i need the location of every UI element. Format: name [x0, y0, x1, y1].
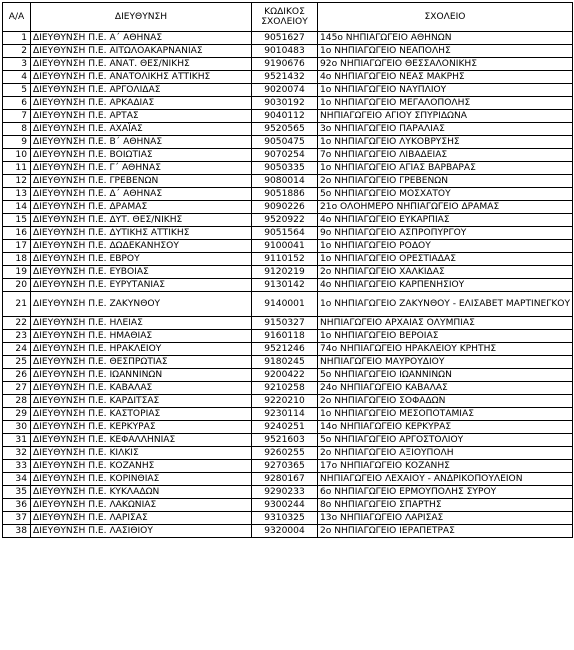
table-row — [3, 421, 573, 434]
row-number: 25 — [3, 356, 31, 369]
school-code-cell: 9200422 — [252, 369, 318, 382]
table-row — [3, 292, 573, 317]
table-row — [3, 188, 573, 201]
school-code-cell: 9220210 — [252, 395, 318, 408]
table-row — [3, 499, 573, 512]
directorate-cell: ΔΙΕΥΘΥΝΣΗ Π.Ε. ΒΟΙΩΤΙΑΣ — [31, 149, 252, 162]
row-number: 21 — [3, 292, 31, 317]
row-number: 26 — [3, 369, 31, 382]
school-code-cell: 9050335 — [252, 162, 318, 175]
row-number: 8 — [3, 123, 31, 136]
row-number: 5 — [3, 84, 31, 97]
table-row — [3, 434, 573, 447]
school-code-cell: 9050475 — [252, 136, 318, 149]
directorate-cell: ΔΙΕΥΘΥΝΣΗ Π.Ε. ΗΛΕΙΑΣ — [31, 317, 252, 330]
table-header — [3, 3, 573, 32]
school-code-cell: 9290233 — [252, 486, 318, 499]
school-code-cell: 9280167 — [252, 473, 318, 486]
row-number: 37 — [3, 512, 31, 525]
school-name-cell: 4ο ΝΗΠΙΑΓΩΓΕΙΟ ΚΑΡΠΕΝΗΣΙΟΥ — [318, 279, 573, 292]
table-row — [3, 408, 573, 421]
table-row — [3, 123, 573, 136]
school-code-cell: 9051627 — [252, 32, 318, 45]
table-row — [3, 162, 573, 175]
row-number: 38 — [3, 525, 31, 538]
directorate-cell: ΔΙΕΥΘΥΝΣΗ Π.Ε. ΛΑΣΙΘΙΟΥ — [31, 525, 252, 538]
header-aa: Α/Α — [3, 3, 31, 32]
school-code-cell: 9521246 — [252, 343, 318, 356]
header-row — [3, 3, 573, 32]
school-name-cell: 2ο ΝΗΠΙΑΓΩΓΕΙΟ ΧΑΛΚΙΔΑΣ — [318, 266, 573, 279]
row-number: 3 — [3, 58, 31, 71]
school-name-cell: 1ο ΝΗΠΙΑΓΩΓΕΙΟ ΝΑΥΠΛΙΟΥ — [318, 84, 573, 97]
school-name-cell: ΝΗΠΙΑΓΩΓΕΙΟ ΑΓΙΟΥ ΣΠΥΡΙΔΩΝΑ — [318, 110, 573, 123]
directorate-cell: ΔΙΕΥΘΥΝΣΗ Π.Ε. ΖΑΚΥΝΘΟΥ — [31, 292, 252, 317]
directorate-cell: ΔΙΕΥΘΥΝΣΗ Π.Ε. Γ΄ ΑΘΗΝΑΣ — [31, 162, 252, 175]
school-name-cell: 1ο ΝΗΠΙΑΓΩΓΕΙΟ ΛΥΚΟΒΡΥΣΗΣ — [318, 136, 573, 149]
table-row — [3, 460, 573, 473]
table-row — [3, 369, 573, 382]
school-name-cell: 17ο ΝΗΠΙΑΓΩΓΕΙΟ ΚΟΖΑΝΗΣ — [318, 460, 573, 473]
directorate-cell: ΔΙΕΥΘΥΝΣΗ Π.Ε. ΑΝΑΤ. ΘΕΣ/ΝΙΚΗΣ — [31, 58, 252, 71]
table-row — [3, 279, 573, 292]
school-code-cell: 9310325 — [252, 512, 318, 525]
school-code-cell: 9040112 — [252, 110, 318, 123]
directorate-cell: ΔΙΕΥΘΥΝΣΗ Π.Ε. ΑΡΚΑΔΙΑΣ — [31, 97, 252, 110]
school-name-cell: 5ο ΝΗΠΙΑΓΩΓΕΙΟ ΙΩΑΝΝΙΝΩΝ — [318, 369, 573, 382]
school-code-cell: 9300244 — [252, 499, 318, 512]
row-number: 22 — [3, 317, 31, 330]
row-number: 6 — [3, 97, 31, 110]
school-name-cell: 74ο ΝΗΠΙΑΓΩΓΕΙΟ ΗΡΑΚΛΕΙΟΥ ΚΡΗΤΗΣ — [318, 343, 573, 356]
table-row — [3, 343, 573, 356]
school-name-cell: 1ο ΝΗΠΙΑΓΩΓΕΙΟ ΡΟΔΟΥ — [318, 240, 573, 253]
school-name-cell: 1ο ΝΗΠΙΑΓΩΓΕΙΟ ΝΕΑΠΟΛΗΣ — [318, 45, 573, 58]
directorate-cell: ΔΙΕΥΘΥΝΣΗ Π.Ε. ΗΡΑΚΛΕΙΟΥ — [31, 343, 252, 356]
table-row — [3, 356, 573, 369]
row-number: 13 — [3, 188, 31, 201]
school-name-cell: 3ο ΝΗΠΙΑΓΩΓΕΙΟ ΠΑΡΑΛΙΑΣ — [318, 123, 573, 136]
directorate-cell: ΔΙΕΥΘΥΝΣΗ Π.Ε. ΑΡΤΑΣ — [31, 110, 252, 123]
directorate-cell: ΔΙΕΥΘΥΝΣΗ Π.Ε. ΑΝΑΤΟΛΙΚΗΣ ΑΤΤΙΚΗΣ — [31, 71, 252, 84]
school-name-cell: 5ο ΝΗΠΙΑΓΩΓΕΙΟ ΜΟΣΧΑΤΟΥ — [318, 188, 573, 201]
school-code-cell: 9130142 — [252, 279, 318, 292]
school-name-cell: 1ο ΝΗΠΙΑΓΩΓΕΙΟ ΟΡΕΣΤΙΑΔΑΣ — [318, 253, 573, 266]
school-name-cell: 2ο ΝΗΠΙΑΓΩΓΕΙΟ ΓΡΕΒΕΝΩΝ — [318, 175, 573, 188]
table-row — [3, 266, 573, 279]
school-name-cell: 92ο ΝΗΠΙΑΓΩΓΕΙΟ ΘΕΣΣΑΛΟΝΙΚΗΣ — [318, 58, 573, 71]
table-row — [3, 45, 573, 58]
row-number: 9 — [3, 136, 31, 149]
table-row — [3, 110, 573, 123]
school-code-cell: 9120219 — [252, 266, 318, 279]
table-row — [3, 71, 573, 84]
row-number: 14 — [3, 201, 31, 214]
table-row — [3, 32, 573, 45]
directorate-cell: ΔΙΕΥΘΥΝΣΗ Π.Ε. ΚΑΡΔΙΤΣΑΣ — [31, 395, 252, 408]
table-row — [3, 447, 573, 460]
school-code-cell: 9110152 — [252, 253, 318, 266]
school-name-cell: 5ο ΝΗΠΙΑΓΩΓΕΙΟ ΑΡΓΟΣΤΟΛΙΟΥ — [318, 434, 573, 447]
school-name-cell: 4ο ΝΗΠΙΑΓΩΓΕΙΟ ΕΥΚΑΡΠΙΑΣ — [318, 214, 573, 227]
school-code-cell: 9010483 — [252, 45, 318, 58]
school-code-cell: 9140001 — [252, 292, 318, 317]
table-row — [3, 214, 573, 227]
school-code-cell: 9520565 — [252, 123, 318, 136]
directorate-cell: ΔΙΕΥΘΥΝΣΗ Π.Ε. ΕΥΒΟΙΑΣ — [31, 266, 252, 279]
table-row — [3, 486, 573, 499]
school-name-cell: 9ο ΝΗΠΙΑΓΩΓΕΙΟ ΑΣΠΡΟΠΥΡΓΟΥ — [318, 227, 573, 240]
directorate-cell: ΔΙΕΥΘΥΝΣΗ Π.Ε. ΑΙΤΩΛΟΑΚΑΡΝΑΝΙΑΣ — [31, 45, 252, 58]
school-code-cell: 9240251 — [252, 421, 318, 434]
directorate-cell: ΔΙΕΥΘΥΝΣΗ Π.Ε. ΛΑΚΩΝΙΑΣ — [31, 499, 252, 512]
table-row — [3, 330, 573, 343]
school-code-cell: 9520922 — [252, 214, 318, 227]
school-code-cell: 9180245 — [252, 356, 318, 369]
school-code-cell: 9051564 — [252, 227, 318, 240]
school-code-cell: 9190676 — [252, 58, 318, 71]
table-row — [3, 58, 573, 71]
row-number: 35 — [3, 486, 31, 499]
school-name-cell: 1ο ΝΗΠΙΑΓΩΓΕΙΟ ΜΕΓΑΛΟΠΟΛΗΣ — [318, 97, 573, 110]
table-row — [3, 136, 573, 149]
table-row — [3, 97, 573, 110]
school-code-cell: 9210258 — [252, 382, 318, 395]
schools-table — [2, 2, 573, 538]
table-row — [3, 512, 573, 525]
row-number: 2 — [3, 45, 31, 58]
row-number: 19 — [3, 266, 31, 279]
school-code-cell: 9100041 — [252, 240, 318, 253]
school-name-cell: 1ο ΝΗΠΙΑΓΩΓΕΙΟ ΑΓΙΑΣ ΒΑΡΒΑΡΑΣ — [318, 162, 573, 175]
row-number: 24 — [3, 343, 31, 356]
row-number: 4 — [3, 71, 31, 84]
table-row — [3, 201, 573, 214]
directorate-cell: ΔΙΕΥΘΥΝΣΗ Π.Ε. Δ΄ ΑΘΗΝΑΣ — [31, 188, 252, 201]
school-code-cell: 9521432 — [252, 71, 318, 84]
row-number: 32 — [3, 447, 31, 460]
directorate-cell: ΔΙΕΥΘΥΝΣΗ Π.Ε. ΚΟΡΙΝΘΙΑΣ — [31, 473, 252, 486]
school-code-cell: 9090226 — [252, 201, 318, 214]
table-row — [3, 473, 573, 486]
row-number: 1 — [3, 32, 31, 45]
row-number: 29 — [3, 408, 31, 421]
directorate-cell: ΔΙΕΥΘΥΝΣΗ Π.Ε. Α΄ ΑΘΗΝΑΣ — [31, 32, 252, 45]
school-name-cell: 21ο ΟΛΟΗΜΕΡΟ ΝΗΠΙΑΓΩΓΕΙΟ ΔΡΑΜΑΣ — [318, 201, 573, 214]
directorate-cell: ΔΙΕΥΘΥΝΣΗ Π.Ε. ΚΙΛΚΙΣ — [31, 447, 252, 460]
directorate-cell: ΔΙΕΥΘΥΝΣΗ Π.Ε. Β΄ ΑΘΗΝΑΣ — [31, 136, 252, 149]
table-row — [3, 149, 573, 162]
directorate-cell: ΔΙΕΥΘΥΝΣΗ Π.Ε. ΔΥΤ. ΘΕΣ/ΝΙΚΗΣ — [31, 214, 252, 227]
row-number: 11 — [3, 162, 31, 175]
row-number: 36 — [3, 499, 31, 512]
school-code-cell: 9521603 — [252, 434, 318, 447]
school-code-cell: 9260255 — [252, 447, 318, 460]
header-code-line2: ΣΧΟΛΕΙΟΥ — [261, 17, 308, 27]
school-name-cell: 2ο ΝΗΠΙΑΓΩΓΕΙΟ ΙΕΡΑΠΕΤΡΑΣ — [318, 525, 573, 538]
table-row — [3, 175, 573, 188]
directorate-cell: ΔΙΕΥΘΥΝΣΗ Π.Ε. ΓΡΕΒΕΝΩΝ — [31, 175, 252, 188]
row-number: 31 — [3, 434, 31, 447]
directorate-cell: ΔΙΕΥΘΥΝΣΗ Π.Ε. ΙΩΑΝΝΙΝΩΝ — [31, 369, 252, 382]
table-row — [3, 84, 573, 97]
school-name-cell: 8ο ΝΗΠΙΑΓΩΓΕΙΟ ΣΠΑΡΤΗΣ — [318, 499, 573, 512]
row-number: 18 — [3, 253, 31, 266]
directorate-cell: ΔΙΕΥΘΥΝΣΗ Π.Ε. ΚΟΖΑΝΗΣ — [31, 460, 252, 473]
directorate-cell: ΔΙΕΥΘΥΝΣΗ Π.Ε. ΔΡΑΜΑΣ — [31, 201, 252, 214]
school-name-cell: 7ο ΝΗΠΙΑΓΩΓΕΙΟ ΛΙΒΑΔΕΙΑΣ — [318, 149, 573, 162]
header-code-line1: ΚΩΔΙΚΟΣ — [264, 7, 305, 17]
school-code-cell: 9080014 — [252, 175, 318, 188]
school-name-cell: 145ο ΝΗΠΙΑΓΩΓΕΙΟ ΑΘΗΝΩΝ — [318, 32, 573, 45]
directorate-cell: ΔΙΕΥΘΥΝΣΗ Π.Ε. ΚΑΒΑΛΑΣ — [31, 382, 252, 395]
directorate-cell: ΔΙΕΥΘΥΝΣΗ Π.Ε. ΚΕΦΑΛΛΗΝΙΑΣ — [31, 434, 252, 447]
directorate-cell: ΔΙΕΥΘΥΝΣΗ Π.Ε. ΛΑΡΙΣΑΣ — [31, 512, 252, 525]
table-body — [3, 32, 573, 538]
directorate-cell: ΔΙΕΥΘΥΝΣΗ Π.Ε. ΕΥΡΥΤΑΝΙΑΣ — [31, 279, 252, 292]
directorate-cell: ΔΙΕΥΘΥΝΣΗ Π.Ε. ΚΑΣΤΟΡΙΑΣ — [31, 408, 252, 421]
table-row — [3, 317, 573, 330]
school-code-cell: 9160118 — [252, 330, 318, 343]
directorate-cell: ΔΙΕΥΘΥΝΣΗ Π.Ε. ΘΕΣΠΡΩΤΙΑΣ — [31, 356, 252, 369]
school-name-cell: ΝΗΠΙΑΓΩΓΕΙΟ ΛΕΧΑΙΟΥ - ΑΝΔΡΙΚΟΠΟΥΛΕΙΟΝ — [318, 473, 573, 486]
row-number: 28 — [3, 395, 31, 408]
table-row — [3, 240, 573, 253]
row-number: 34 — [3, 473, 31, 486]
school-name-cell: 2ο ΝΗΠΙΑΓΩΓΕΙΟ ΣΟΦΑΔΩΝ — [318, 395, 573, 408]
table-row — [3, 395, 573, 408]
row-number: 17 — [3, 240, 31, 253]
school-name-cell: 2ο ΝΗΠΙΑΓΩΓΕΙΟ ΑΞΙΟΥΠΟΛΗ — [318, 447, 573, 460]
directorate-cell: ΔΙΕΥΘΥΝΣΗ Π.Ε. ΔΥΤΙΚΗΣ ΑΤΤΙΚΗΣ — [31, 227, 252, 240]
school-name-cell: ΝΗΠΙΑΓΩΓΕΙΟ ΑΡΧΑΙΑΣ ΟΛΥΜΠΙΑΣ — [318, 317, 573, 330]
school-name-cell: 24ο ΝΗΠΙΑΓΩΓΕΙΟ ΚΑΒΑΛΑΣ — [318, 382, 573, 395]
school-name-cell: 4ο ΝΗΠΙΑΓΩΓΕΙΟ ΝΕΑΣ ΜΑΚΡΗΣ — [318, 71, 573, 84]
school-name-cell: 1ο ΝΗΠΙΑΓΩΓΕΙΟ ΖΑΚΥΝΘΟΥ - ΕΛΙΣΑΒΕΤ ΜΑΡΤΙΝΕΓΚΟΥ — [318, 292, 573, 317]
school-name-cell: 1ο ΝΗΠΙΑΓΩΓΕΙΟ ΜΕΣΟΠΟΤΑΜΙΑΣ — [318, 408, 573, 421]
directorate-cell: ΔΙΕΥΘΥΝΣΗ Π.Ε. ΕΒΡΟΥ — [31, 253, 252, 266]
directorate-cell: ΔΙΕΥΘΥΝΣΗ Π.Ε. ΑΧΑΪΑΣ — [31, 123, 252, 136]
header-directorate: ΔΙΕΥΘΥΝΣΗ — [31, 3, 252, 32]
directorate-cell: ΔΙΕΥΘΥΝΣΗ Π.Ε. ΚΕΡΚΥΡΑΣ — [31, 421, 252, 434]
school-code-cell: 9270365 — [252, 460, 318, 473]
school-code-cell: 9051886 — [252, 188, 318, 201]
school-code-cell: 9320004 — [252, 525, 318, 538]
row-number: 7 — [3, 110, 31, 123]
school-name-cell: 6ο ΝΗΠΙΑΓΩΓΕΙΟ ΕΡΜΟΥΠΟΛΗΣ ΣΥΡΟΥ — [318, 486, 573, 499]
row-number: 12 — [3, 175, 31, 188]
school-name-cell: 13ο ΝΗΠΙΑΓΩΓΕΙΟ ΛΑΡΙΣΑΣ — [318, 512, 573, 525]
school-name-cell: 1ο ΝΗΠΙΑΓΩΓΕΙΟ ΒΕΡΟΙΑΣ — [318, 330, 573, 343]
school-code-cell: 9030192 — [252, 97, 318, 110]
school-code-cell: 9020074 — [252, 84, 318, 97]
school-name-cell: ΝΗΠΙΑΓΩΓΕΙΟ ΜΑΥΡΟΥΔΙΟΥ — [318, 356, 573, 369]
directorate-cell: ΔΙΕΥΘΥΝΣΗ Π.Ε. ΔΩΔΕΚΑΝΗΣΟΥ — [31, 240, 252, 253]
directorate-cell: ΔΙΕΥΘΥΝΣΗ Π.Ε. ΗΜΑΘΙΑΣ — [31, 330, 252, 343]
school-name-cell: 14ο ΝΗΠΙΑΓΩΓΕΙΟ ΚΕΡΚΥΡΑΣ — [318, 421, 573, 434]
header-school: ΣΧΟΛΕΙΟ — [318, 3, 573, 32]
row-number: 20 — [3, 279, 31, 292]
school-code-cell: 9070254 — [252, 149, 318, 162]
directorate-cell: ΔΙΕΥΘΥΝΣΗ Π.Ε. ΑΡΓΟΛΙΔΑΣ — [31, 84, 252, 97]
row-number: 27 — [3, 382, 31, 395]
row-number: 23 — [3, 330, 31, 343]
directorate-cell: ΔΙΕΥΘΥΝΣΗ Π.Ε. ΚΥΚΛΑΔΩΝ — [31, 486, 252, 499]
table-row — [3, 525, 573, 538]
row-number: 16 — [3, 227, 31, 240]
row-number: 15 — [3, 214, 31, 227]
table-row — [3, 253, 573, 266]
table-row — [3, 227, 573, 240]
school-code-cell: 9230114 — [252, 408, 318, 421]
table-row — [3, 382, 573, 395]
row-number: 10 — [3, 149, 31, 162]
header-school-code — [252, 3, 318, 32]
row-number: 33 — [3, 460, 31, 473]
row-number: 30 — [3, 421, 31, 434]
school-code-cell: 9150327 — [252, 317, 318, 330]
